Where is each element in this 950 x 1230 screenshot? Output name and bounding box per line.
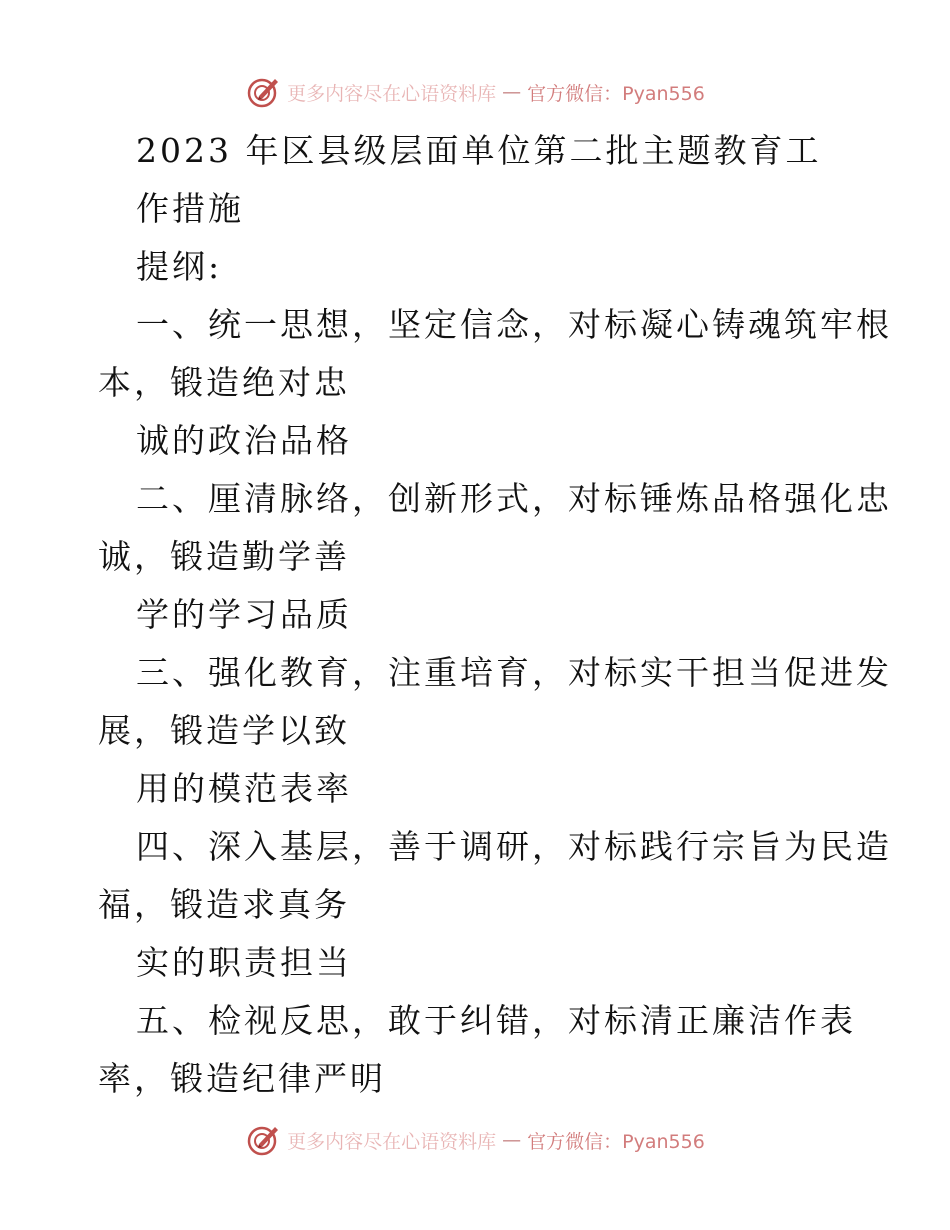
banner-text: 更多内容尽在心语资料库 bbox=[287, 1130, 497, 1153]
document-body bbox=[98, 122, 892, 1108]
outline-item-3-continued: 展，锻造学以致 bbox=[98, 711, 350, 750]
document-title: 2023 年区县级层面单位第二批主题教育工 bbox=[136, 131, 822, 170]
outline-item-1: 一、统一思想，坚定信念，对标凝心铸魂筑牢根 bbox=[136, 305, 892, 344]
banner-wechat: 官方微信：Pyan556 bbox=[527, 82, 705, 105]
banner-text: 更多内容尽在心语资料库 bbox=[287, 82, 497, 105]
outline-item-5: 五、检视反思，敢于纠错，对标清正廉洁作表 bbox=[136, 1001, 856, 1040]
outline-item-4-continued: 福，锻造求真务 bbox=[98, 885, 350, 924]
outline-label: 提纲: bbox=[136, 247, 223, 286]
outline-item-4: 四、深入基层，善于调研，对标践行宗旨为民造 bbox=[136, 827, 892, 866]
outline-item-2-continued: 学的学习品质 bbox=[136, 595, 352, 634]
outline-item-3-continued: 用的模范表率 bbox=[136, 769, 352, 808]
outline-item-1-continued: 诚的政治品格 bbox=[136, 421, 352, 460]
outline-item-2-continued: 诚，锻造勤学善 bbox=[98, 537, 350, 576]
banner-separator: — bbox=[502, 1129, 522, 1151]
banner-wechat: 官方微信：Pyan556 bbox=[527, 1130, 705, 1153]
outline-item-1-continued: 本，锻造绝对忠 bbox=[98, 363, 350, 402]
outline-item-5-continued: 率，锻造纪律严明 bbox=[98, 1059, 386, 1098]
header-watermark-banner bbox=[0, 72, 950, 112]
banner-separator: — bbox=[502, 81, 522, 103]
outline-item-4-continued: 实的职责担当 bbox=[136, 943, 352, 982]
pen-logo-icon bbox=[245, 74, 281, 110]
outline-item-3: 三、强化教育，注重培育，对标实干担当促进发 bbox=[136, 653, 892, 692]
footer-watermark-banner bbox=[0, 1120, 950, 1160]
pen-logo-icon bbox=[245, 1122, 281, 1158]
document-title-continued: 作措施 bbox=[136, 189, 244, 228]
outline-item-2: 二、厘清脉络，创新形式，对标锤炼品格强化忠 bbox=[136, 479, 892, 518]
